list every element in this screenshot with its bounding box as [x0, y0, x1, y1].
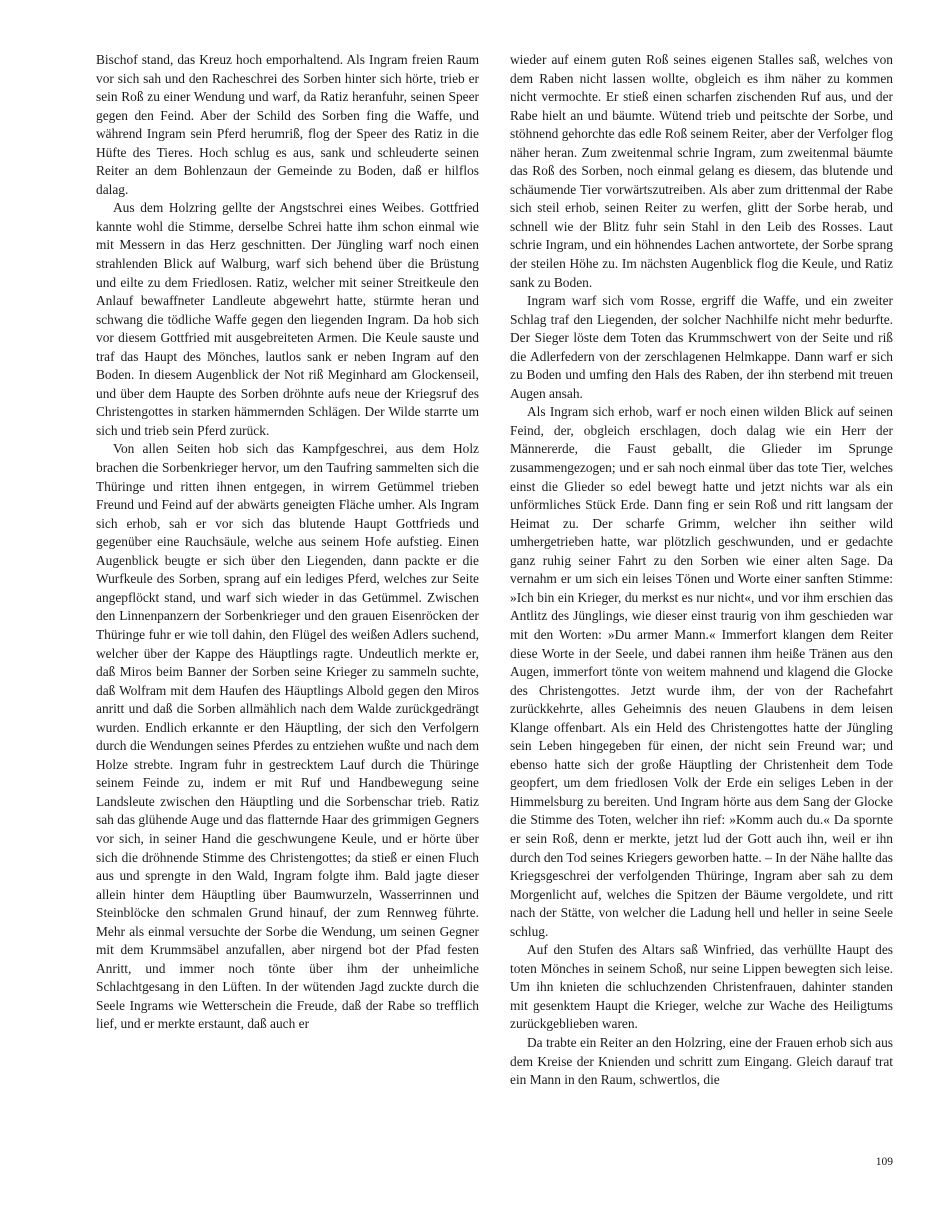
right-column — [510, 51, 893, 1090]
paragraph: Ingram warf sich vom Rosse, ergriff die Waffe, und ein zweiter Schlag traf den Liegenden, der solcher Nachhilfe nicht mehr bedurfte. Der Sieger löste dem Toten das Krummschwert von der Seite und riß die Adlerfedern von der zerschlagenen Helmkappe. Dann warf er sich zu Boden und umfing den Hals des Raben, der ihn sterbend mit treuen Augen ansah. — [510, 293, 893, 401]
paragraph: Bischof stand, das Kreuz hoch emporhaltend. Als Ingram freien Raum vor sich sah und den Racheschrei des Sorben hinter sich hörte, trieb er sein Roß zu einer Wendung und warf, da Ratiz heranfuhr, seinen Speer gegen den Feind. Aber der Schild des Sorben fing die Waffe, und während Ingram sein Pferd herumriß, flog der Speer des Ratiz in die Hüfte des Tieres. Hoch schlug es aus, sank und schleuderte seinen Reiter an dem Bohlenzaun der Gemeinde zu Boden, daß er hilflos dalag. — [96, 52, 479, 197]
paragraph: Von allen Seiten hob sich das Kampfgeschrei, aus dem Holz brachen die Sorbenkrieger hervor, um den Taufring sammelten sich die Thüringe und ritten ihnen entgegen, in wirrem Getümmel trieben Freund und Feind auf der abwärts geneigten Fläche umher. Als Ingram sich erhob, sah er vor sich das blutende Haupt Gottfrieds und gegenüber eine Rauchsäule, welche aus seinem Hofe aufstieg. Einen Augenblick beugte er sich über den Liegenden, dann packte er die Wurfkeule des Sorben, sprang auf ein lediges Pferd, welches zur Seite angepflöckt stand, und warf sich wieder in das Getümmel. Zwischen den Linnenpanzern der Sorbenkrieger und den grauen Eisenröcken der Thüringe fuhr er wie toll dahin, den Flügel des weißen Adlers suchend, welcher über der Kappe des Häuptlings ragte. Undeutlich merkte er, daß Miros beim Banner der Sorben seine Krieger zu sammeln suchte, daß Wolfram mit dem Haufen des Häuptlings Albold gegen den Miros anritt und daß die Sorben allmählich nach dem Walde zurückgedrängt wurden. Endlich erkannte er den Häuptling, der sich den Verfolgern durch die Wendungen seines Pferdes zu entziehen wußte und nach dem Holze strebte. Ingram fuhr in gestrecktem Lauf durch die Thüringe seinem Feinde zu, indem er mit Ruf und Handbewegung seine Landsleute zwischen den Häuptling und die Sorbenschar trieb. Ratiz sah das glühende Auge und das flatternde Haar des grimmigen Gegners vor sich, in seiner Hand die geschwungene Keule, und er hörte über sich die dröhnende Stimme des Christengottes; da stieß er einen Fluch aus und sprengte in den Wald, Ingram folgte ihm. Bald jagte dieser allein hinter dem Häuptling über Baumwurzeln, Wasserrinnen und Steinblöcke den schmalen Grund hinauf, der zum Rennweg führte. Mehr als einmal versuchte der Sorbe die Wendung, um seinen Gegner mit dem Krummsäbel anzufallen, aber nirgend bot der Pfad festen Anritt, und immer noch tönte über ihm der unheimliche Schlachtgesang in den Lüften. In der wütenden Jagd zuckte durch die Seele Ingrams wie Wetterschein die Freude, daß der Rabe so trefflich lief, und er merkte erstaunt, daß auch er — [96, 441, 480, 1032]
paragraph: Als Ingram sich erhob, warf er noch einen wilden Blick auf seinen Feind, der, obgleich erschlagen, doch dalag wie ein Herr der Männererde, die Faust geballt, die Glieder im Sprunge zusammengezogen; und er sah noch einmal über das tote Tier, welches einst die Glieder so edel bewegt hatte und jetzt nichts war als ein unförmliches Stück Erde. Dann fing er sein Roß und ritt langsam der Heimat zu. Der scharfe Grimm, welcher ihn seither wild umhergetrieben hatte, war plötzlich geschwunden, und er gedachte ganz ruhig seiner Fahrt zu den Sorben wie einer alten Sage. Da vernahm er um sich ein leises Tönen und Worte einer sanften Stimme: »Ich bin ein Krieger, du merkst es nur nicht«, und vor ihm erschien das Antlitz des Jünglings, wie dieser einst traurig von ihm geschieden war mit den Worten: »Du armer Mann.« Immerfort klangen dem Reiter diese Worte in der Seele, und dabei rannen ihm heiße Tränen aus den Augen, immerfort tönte von weitem mahnend und klagend die Glocke des Christengottes. Jetzt wurde ihm, der von der Rachefahrt zurückkehrte, alles Geheimnis des neuen Glaubens in dem leisen Klange offenbart. Als ein Held des Christengottes hatte der Jüngling sein Leben hingegeben für einen, der nicht sein Freund war; und ebenso hatte sich der große Häuptling der Christenheit dem Tode geopfert, um dem friedlosen Volk der Erde ein seliges Leben in der Himmelsburg zu bereiten. Und Ingram hörte aus dem Sang der Glocke die Stimme des Toten, welcher ihn rief: »Komm auch du.« Da spornte er sein Roß, denn er merkte, jetzt lud der Gott auch ihn, weil er ihn durch den Tod seines Kriegers geworben hatte. – In der Nähe hallte das Kriegsgeschrei der verfolgenden Thüringe, Ingram aber sah zu dem Morgenlicht auf, welches die Spitzen der Bäume vergoldete, und ritt nach der Stätte, von welcher die Ladung hell und heller in seine Seele schlug. — [510, 404, 893, 939]
page-number: 109 — [875, 1156, 893, 1168]
paragraph: Da trabte ein Reiter an den Holzring, eine der Frauen erhob sich aus dem Kreise der Knienden und schritt zum Eingang. Gleich darauf trat ein Mann in den Raum, schwertlos, die — [510, 1034, 893, 1088]
paragraph: Aus dem Holzring gellte der Angstschrei eines Weibes. Gottfried kannte wohl die Stimme, derselbe Schrei hatte ihm schon einmal wie mit Messern in das Herz geschnitten. Der Jüngling warf noch einen strahlenden Blick auf Walburg, warf sich behend über die Brüstung und eilte zu dem Friedlosen. Ratiz, welcher mit seiner Streitkeule den Anlauf bewaffneter Landleute abgewehrt hatte, stürmte heran und schwang die tödliche Waffe gegen den liegenden Ingram. Da hob sich vor diesem Gottfried mit ausgebreiteten Armen. Die Keule sauste und traf das Haupt des Mönches, lautlos sank er neben Ingram auf den Boden. In diesem Augenblick der Not riß Meginhard am Glockenseil, und über dem Haupte des Sorben dröhnte aufs neue der Kriegsruf des Christengottes in starken hämmernden Schlägen. Der Wilde starrte um sich und trieb sein Pferd zurück. — [96, 200, 479, 438]
paragraph: wieder auf einem guten Roß seines eigenen Stalles saß, welches von dem Raben nicht lassen wollte, obgleich es ihm näher zu kommen nicht vermochte. Er stieß einen scharfen zischenden Ruf aus, und der Rabe hielt an und bäumte. Wütend trieb und peitschte der Sorbe, und stöhnend gehorchte das edle Roß seinem Reiter, aber der Verfolger flog näher heran. Zum zweitenmal schrie Ingram, zum zweitenmal bäumte das Roß des Sorben, noch einmal gelang es diesem, das blutende und schäumende Tier vorwärtszutreiben. Als aber zum drittenmal der Rabe sich steil erhob, seinen Reiter zu werfen, glitt der Sorbe herab, und schnell wie der Blitz fuhr sein Stahl in den Leib des Rosses. Laut schrie Ingram, und ein höhnendes Lachen antwortete, der Sorbe sprang der steilen Höhe zu. Im nächsten Augenblick flog die Keule, und Ratiz sank zu Boden. — [510, 52, 893, 290]
paragraph: Auf den Stufen des Altars saß Winfried, das verhüllte Haupt des toten Mönches in seinem Schoß, nur seine Lippen bewegten sich leise. Um ihn knieten die schluchzenden Christenfrauen, dahinter standen mit gesenktem Haupt die Krieger, welche zur Wache des Heiligtums zurückgeblieben waren. — [510, 942, 893, 1032]
left-column — [96, 51, 479, 1034]
